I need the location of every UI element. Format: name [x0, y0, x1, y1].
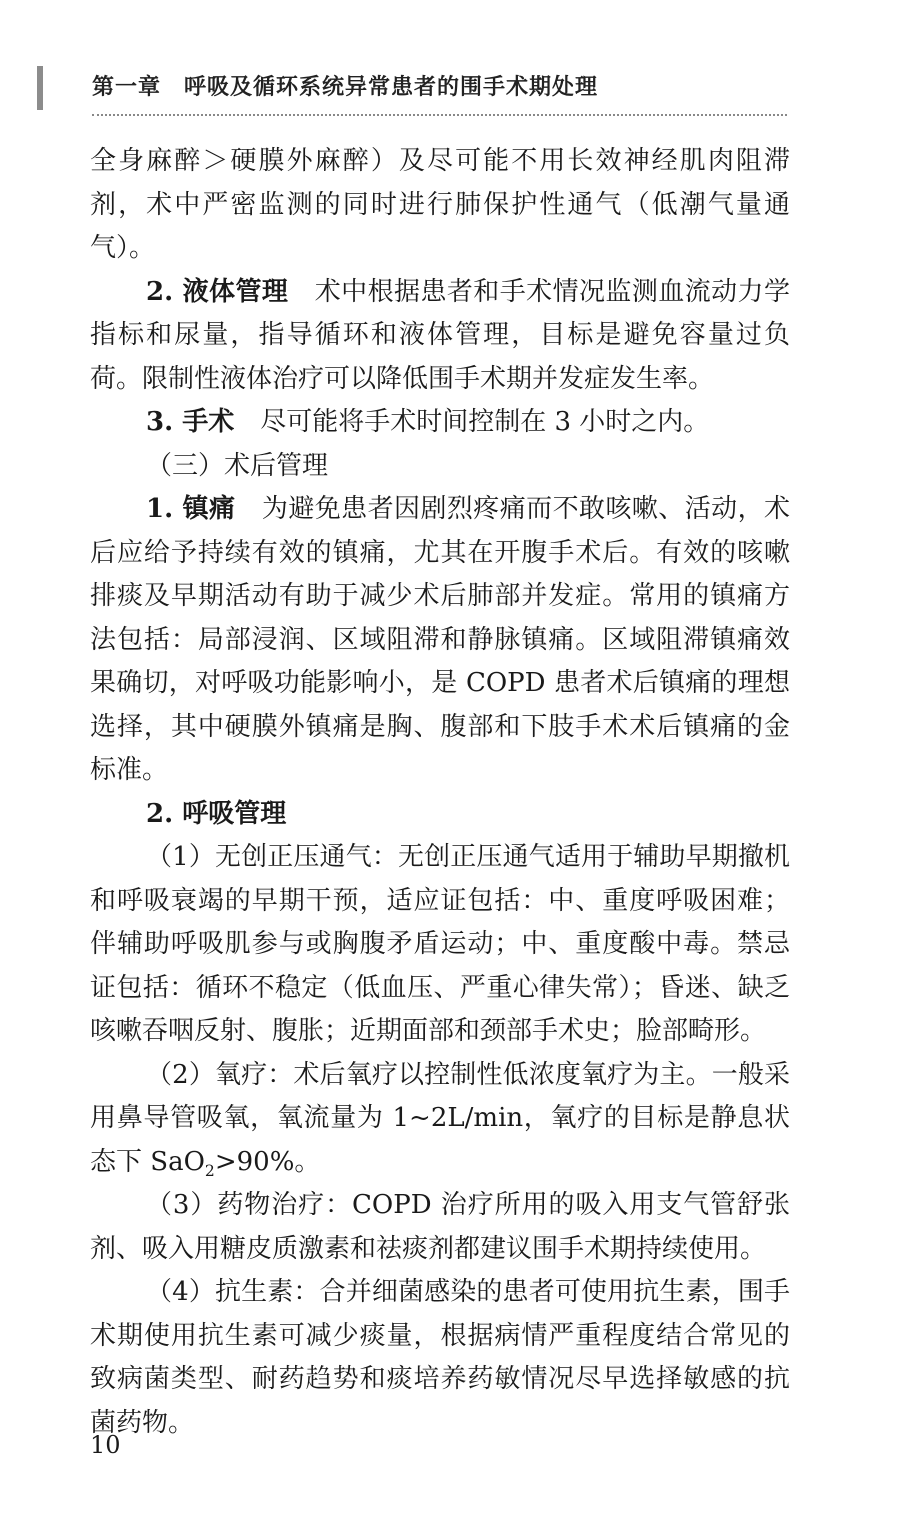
paragraph [90, 488, 790, 793]
paragraph: （4）抗生素：合并细菌感染的患者可使用抗生素，围手术期使用抗生素可减少痰量，根据病情严重程度结合常见的致病菌类型、耐药趋势和痰培养药敏情况尽早选择敏感的抗菌药物。 [90, 1277, 790, 1438]
page-number: 10 [90, 1431, 121, 1459]
paragraph: 全身麻醉＞硬膜外麻醉）及尽可能不用长效神经肌肉阻滞剂，术中严密监测的同时进行肺保护性通气（低潮气量通气）。 [90, 146, 790, 263]
item-text: >90%。 [214, 1146, 321, 1177]
header-divider [92, 114, 787, 116]
page-body [90, 140, 790, 1445]
item-heading: 3. 手术 [146, 407, 235, 437]
paragraph [90, 271, 790, 402]
subscript: 2 [204, 1161, 215, 1180]
paragraph: （1）无创正压通气：无创正压通气适用于辅助早期撤机和呼吸衰竭的早期干预，适应证包括：中、重度呼吸困难；伴辅助呼吸肌参与或胸腹矛盾运动；中、重度酸中毒。禁忌证包括：循环不稳定（低血压、严重心律失常）；昏迷、缺乏咳嗽吞咽反射、腹胀；近期面部和颈部手术史；脸部畸形。 [90, 842, 790, 1046]
item-heading: 1. 镇痛 [146, 494, 236, 524]
paragraph [90, 1054, 790, 1185]
item-heading: 2. 呼吸管理 [146, 798, 287, 829]
paragraph: （3）药物治疗：COPD 治疗所用的吸入用支气管舒张剂、吸入用糖皮质激素和祛痰剂都建议围手术期持续使用。 [90, 1190, 790, 1264]
header-accent-bar [37, 66, 43, 110]
paragraph [90, 793, 790, 837]
paragraph [90, 401, 790, 445]
item-heading: 2. 液体管理 [146, 276, 289, 307]
item-text: 尽可能将手术时间控制在 3 小时之内。 [234, 407, 710, 437]
section-heading: （三）术后管理 [146, 450, 329, 481]
item-text: 为避免患者因剧烈疼痛而不敢咳嗽、活动，术后应给予持续有效的镇痛，尤其在开腹手术后。有效的咳嗽排痰及早期活动有助于减少术后肺部并发症。常用的镇痛方法包括：局部浸润、区域阻滞和静脉镇痛。区域阻滞镇痛效果确切，对呼吸功能影响小，是 COPD 患者术后镇痛的理想选择，其中硬膜外镇痛是胸、腹部和下肢手术术后镇痛的金标准。 [90, 494, 790, 785]
item-text: 术中根据患者和手术情况监测血流动力学指标和尿量，指导循环和液体管理，目标是避免容量过负荷。限制性液体治疗可以降低围手术期并发症发生率。 [90, 276, 790, 394]
item-text: （2）氧疗：术后氧疗以控制性低浓度氧疗为主。一般采用鼻导管吸氧，氧流量为 1~2L/min，氧疗的目标是静息状态下 SaO [90, 1059, 790, 1177]
chapter-title: 第一章 呼吸及循环系统异常患者的围手术期处理 [92, 75, 599, 100]
